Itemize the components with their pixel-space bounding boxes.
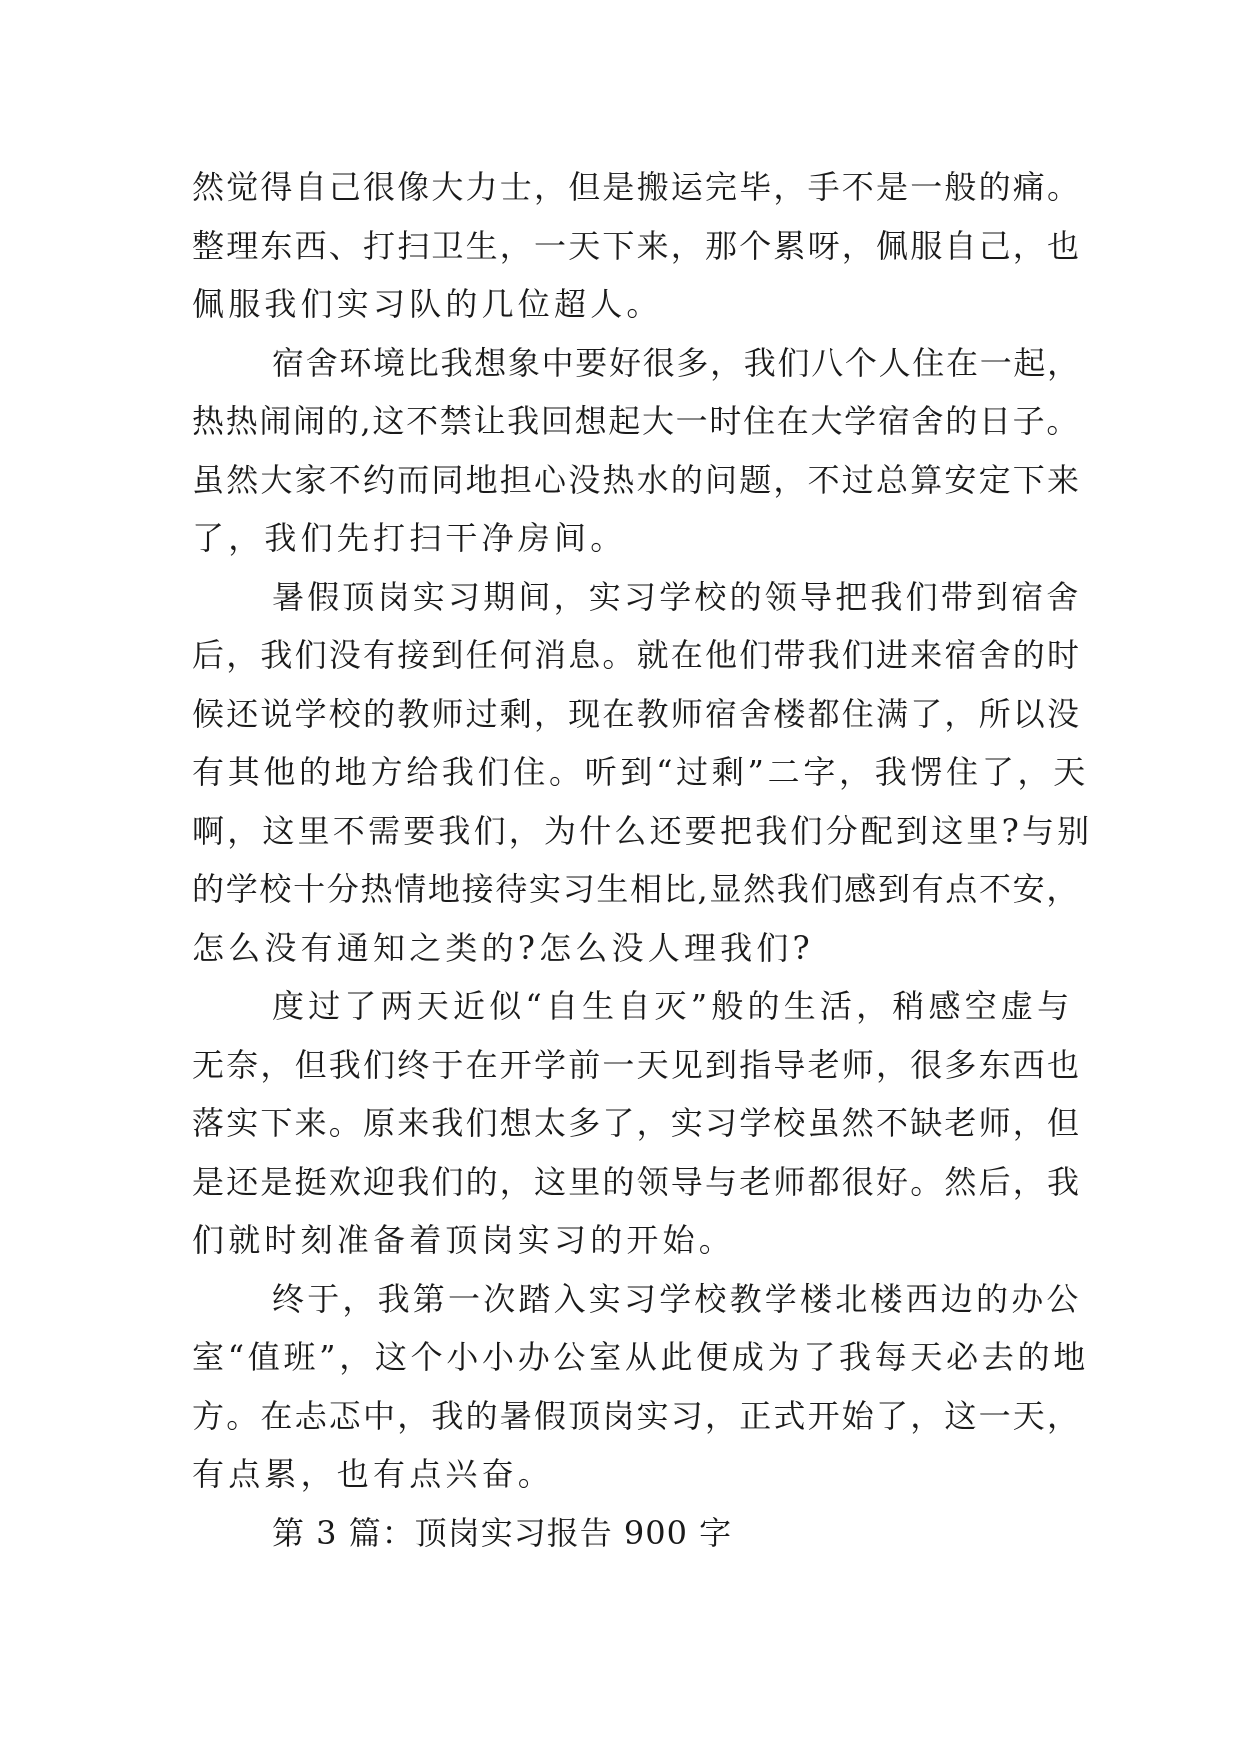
document-body <box>192 158 1093 1562</box>
text-line: 室“值班”，这个小小办公室从此便成为了我每天必去的地 <box>192 1338 1089 1376</box>
text-line: 有点累，也有点兴奋。 <box>192 1455 555 1493</box>
text-line: 了，我们先打扫干净房间。 <box>192 519 627 557</box>
text-line: 后，我们没有接到任何消息。就在他们带我们进来宿舍的时 <box>192 636 1082 674</box>
text-line: 啊，这里不需要我们，为什么还要把我们分配到这里?与别 <box>192 811 1093 850</box>
text-line: 候还说学校的教师过剩，现在教师宿舍楼都住满了，所以没 <box>192 694 1082 733</box>
text-line: 的学校十分热情地接待实习生相比,显然我们感到有点不安， <box>192 870 1081 908</box>
paragraph-first-line: 暑假顶岗实习期间，实习学校的领导把我们带到宿舍 <box>272 577 1082 616</box>
text-line: 无奈，但我们终于在开学前一天见到指导老师，很多东西也 <box>192 1045 1082 1084</box>
paragraph-first-line: 宿舍环境比我想象中要好很多，我们八个人住在一起， <box>272 343 1081 382</box>
text-line: 方。在忐忑中，我的暑假顶岗实习，正式开始了，这一天， <box>192 1396 1082 1435</box>
paragraph-first-line: 终于，我第一次踏入实习学校教学楼北楼西边的办公 <box>272 1279 1082 1318</box>
text-line: 整理东西、打扫卫生，一天下来，那个累呀，佩服自己，也 <box>192 226 1082 265</box>
text-line: 佩服我们实习队的几位超人。 <box>192 285 663 323</box>
text-line: 虽然大家不约而同地担心没热水的问题，不过总算安定下来 <box>192 460 1082 499</box>
text-line: 热热闹闹的,这不禁让我回想起大一时住在大学宿舍的日子。 <box>192 402 1081 440</box>
paragraph-first-line: 度过了两天近似“自生自灭”般的生活，稍感空虚与 <box>272 987 1074 1025</box>
text-line: 是还是挺欢迎我们的，这里的领导与老师都很好。然后，我 <box>192 1162 1082 1201</box>
text-line: 有其他的地方给我们住。听到“过剩”二字，我愣住了，天 <box>192 753 1089 791</box>
text-line: 落实下来。原来我们想太多了，实习学校虽然不缺老师，但 <box>192 1104 1082 1142</box>
section-heading: 第 3 篇：顶岗实习报告 900 字 <box>272 1513 733 1552</box>
text-line: 们就时刻准备着顶岗实习的开始。 <box>192 1221 736 1259</box>
text-line: 然觉得自己很像大力士，但是搬运完毕，手不是一般的痛。 <box>192 168 1082 206</box>
text-line: 怎么没有通知之类的?怎么没人理我们? <box>192 928 814 967</box>
